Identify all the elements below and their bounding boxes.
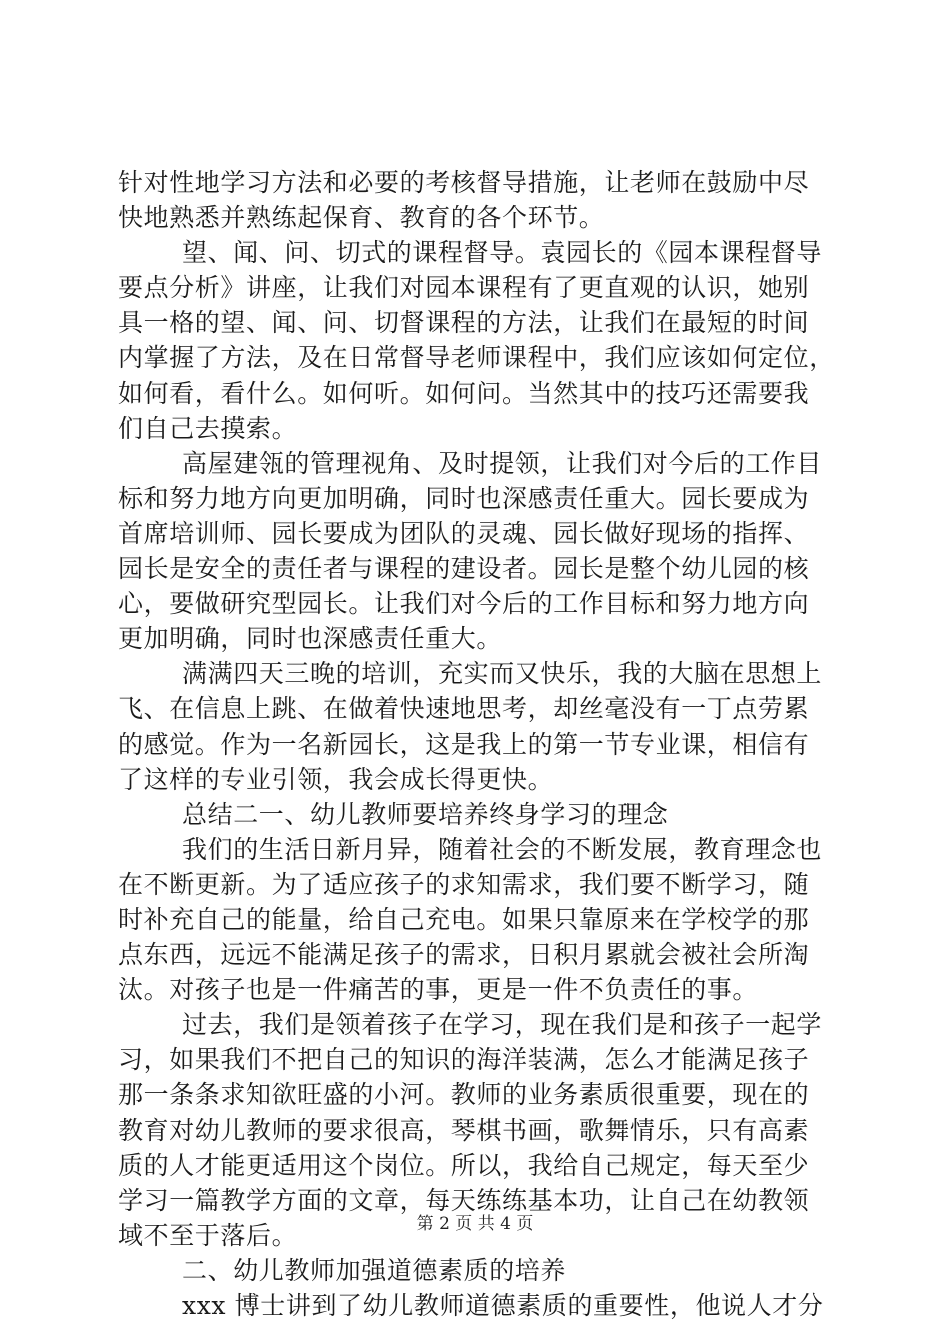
text-line: 们自己去摸索。 [118, 413, 298, 443]
text-line: 飞、在信息上跳、在做着快速地思考，却丝毫没有一丁点劳累 [118, 694, 810, 724]
text-line: 如何看，看什么。如何听。如何问。当然其中的技巧还需要我 [118, 378, 810, 408]
text-line: 标和努力地方向更加明确，同时也深感责任重大。园长要成为 [118, 483, 810, 513]
text-line: 点东西，远远不能满足孩子的需求，日积月累就会被社会所淘 [118, 940, 810, 970]
text-line: 我们的生活日新月异，随着社会的不断发展，教育理念也 [182, 834, 823, 864]
text-line: 时补充自己的能量，给自己充电。如果只靠原来在学校学的那 [118, 904, 810, 934]
text-line: 快地熟悉并熟练起保育、教育的各个环节。 [118, 203, 605, 233]
page-footer: 第 2 页 共 4 页 [416, 1214, 534, 1234]
text-line: 内掌握了方法，及在日常督导老师课程中，我们应该如何定位， [118, 343, 835, 373]
document-body [118, 165, 858, 1323]
text-line: 质的人才能更适用这个岗位。所以，我给自己规定，每天至少 [118, 1150, 810, 1180]
text-line: 习，如果我们不把自己的知识的海洋装满，怎么才能满足孩子 [118, 1045, 810, 1075]
text-line: 心，要做研究型园长。让我们对今后的工作目标和努力地方向 [118, 589, 810, 619]
text-line: 那一条条求知欲旺盛的小河。教师的业务素质很重要，现在的 [118, 1080, 810, 1110]
text-line: 更加明确，同时也深感责任重大。 [118, 624, 503, 654]
text-line: 在不断更新。为了适应孩子的求知需求，我们要不断学习，随 [118, 869, 810, 899]
text-line: 总结二一、幼儿教师要培养终身学习的理念 [182, 799, 669, 829]
text-line: 过去，我们是领着孩子在学习，现在我们是和孩子一起学 [182, 1010, 823, 1040]
text-line: 满满四天三晚的培训，充实而又快乐，我的大脑在思想上 [182, 659, 823, 689]
text-line: 首席培训师、园长要成为团队的灵魂、园长做好现场的指挥、 [118, 518, 810, 548]
text-line: 望、闻、问、切式的课程督导。袁园长的《园本课程督导 [182, 238, 823, 268]
text-line: 汰。对孩子也是一件痛苦的事，更是一件不负责任的事。 [118, 975, 759, 1005]
text-line: 了这样的专业引领，我会成长得更快。 [118, 764, 554, 794]
text-line: 的感觉。作为一名新园长，这是我上的第一节专业课，相信有 [118, 729, 810, 759]
text-line: 学习一篇教学方面的文章，每天练练基本功，让自己在幼教领 [118, 1185, 810, 1215]
text-line: 域不至于落后。 [118, 1220, 298, 1250]
text-line: 园长是安全的责任者与课程的建设者。园长是整个幼儿园的核 [118, 554, 810, 584]
text-line: 高屋建瓴的管理视角、及时提领，让我们对今后的工作目 [182, 448, 823, 478]
text-line: 要点分析》讲座，让我们对园本课程有了更直观的认识，她别 [118, 273, 810, 303]
text-line: 教育对幼儿教师的要求很高，琴棋书画，歌舞情乐，只有高素 [118, 1115, 810, 1145]
text-line: xxx 博士讲到了幼儿教师道德素质的重要性，他说人才分 [182, 1291, 824, 1320]
text-line: 二、幼儿教师加强道德素质的培养 [182, 1255, 567, 1285]
text-line: 针对性地学习方法和必要的考核督导措施，让老师在鼓励中尽 [118, 168, 810, 197]
text-line: 具一格的望、闻、问、切督课程的方法，让我们在最短的时间 [118, 308, 810, 338]
